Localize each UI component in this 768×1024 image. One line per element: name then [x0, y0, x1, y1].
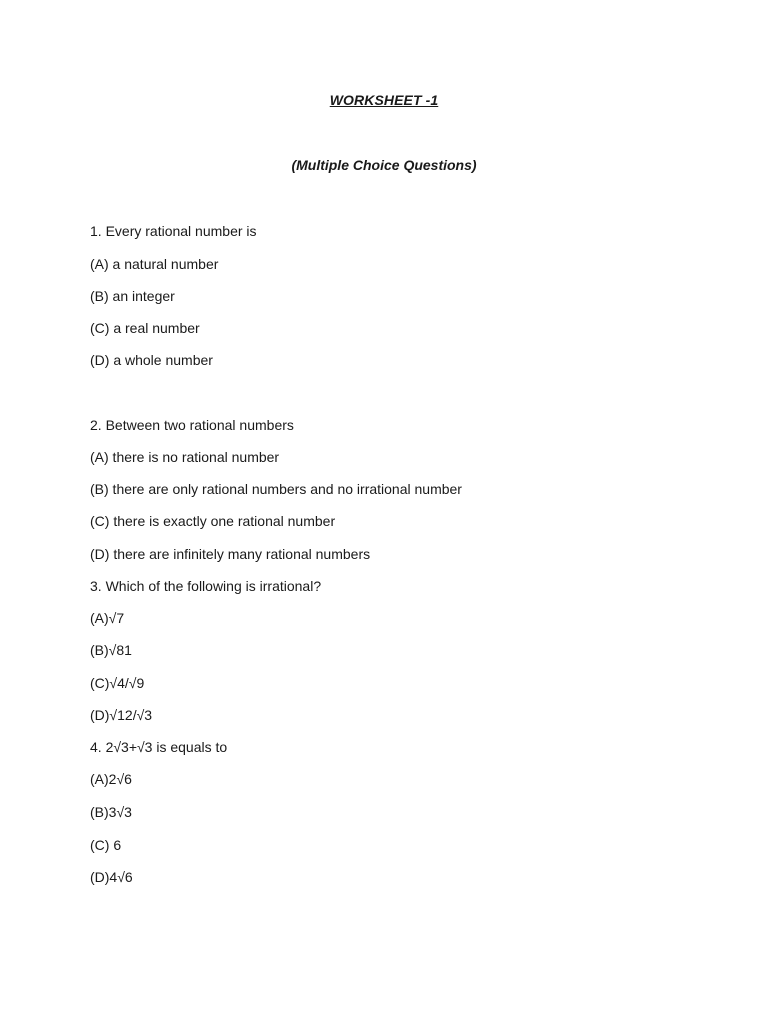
worksheet-title: WORKSHEET -1 [329, 92, 439, 108]
question-2-option-b: (B) there are only rational numbers and no irrational number [90, 481, 462, 497]
question-2-option-c: (C) there is exactly one rational number [90, 513, 336, 529]
question-2-stem: 2. Between two rational numbers [90, 417, 294, 433]
question-4-option-b: (B)3√3 [90, 804, 132, 820]
question-3-option-b: (B)√81 [90, 642, 132, 658]
question-1-option-b: (B) an integer [90, 288, 175, 304]
question-4-stem: 4. 2√3+√3 is equals to [90, 739, 228, 755]
question-3-option-d: (D)√12/√3 [90, 707, 153, 723]
question-3-stem: 3. Which of the following is irrational? [90, 578, 322, 594]
question-1-option-c: (C) a real number [90, 320, 200, 336]
worksheet-subtitle: (Multiple Choice Questions) [291, 157, 477, 173]
question-2-option-a: (A) there is no rational number [90, 449, 280, 465]
question-4-option-d: (D)4√6 [90, 869, 133, 885]
question-2-option-d: (D) there are infinitely many rational numbers [90, 546, 371, 562]
question-4-option-c: (C) 6 [90, 837, 122, 853]
question-1-stem: 1. Every rational number is [90, 223, 257, 239]
question-4-option-a: (A)2√6 [90, 771, 132, 787]
question-3-option-a: (A)√7 [90, 610, 125, 626]
question-1-option-a: (A) a natural number [90, 256, 219, 272]
question-1-option-d: (D) a whole number [90, 352, 213, 368]
question-3-option-c: (C)√4/√9 [90, 675, 145, 691]
